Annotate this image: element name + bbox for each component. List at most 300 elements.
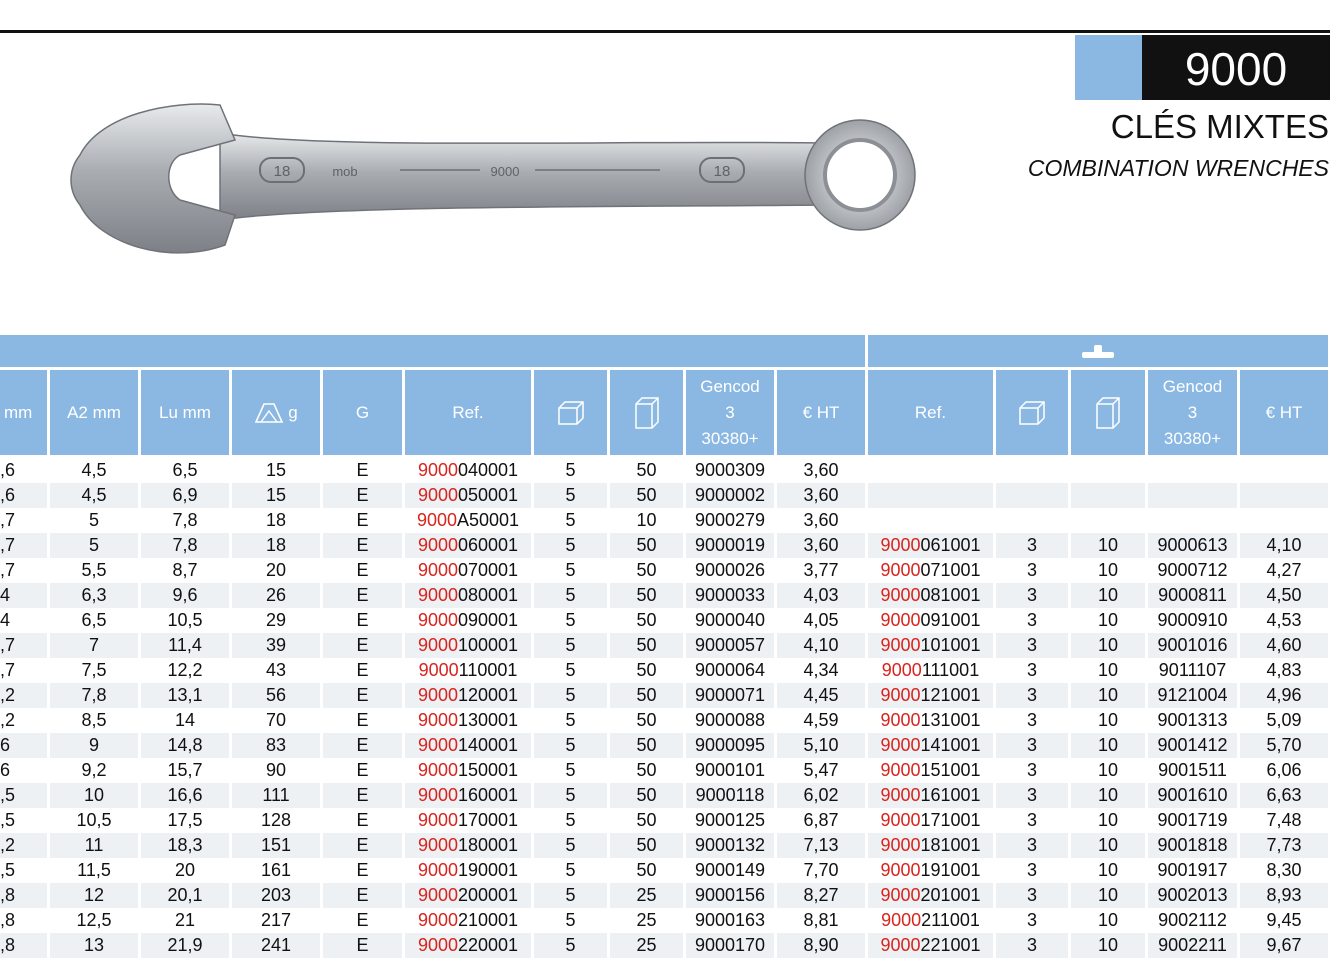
- ref-suffix: 090001: [457, 610, 519, 630]
- col-a2: 6,5: [50, 608, 138, 633]
- col-carton: 10: [610, 508, 683, 533]
- col-ref: [405, 608, 531, 633]
- col-box: 5: [534, 558, 607, 583]
- ref-series-prefix: 9000: [880, 935, 921, 955]
- col-ref: [405, 483, 531, 508]
- col-a1: ,2: [0, 833, 47, 858]
- col-grade: E: [323, 733, 402, 758]
- col-box: 5: [534, 733, 607, 758]
- table-row: [0, 483, 1328, 508]
- col-carton-pack: 10: [1071, 683, 1145, 708]
- col-carton-pack: 10: [1071, 633, 1145, 658]
- ref-series-prefix: 9000: [417, 635, 458, 655]
- col-price: 5,10: [777, 733, 865, 758]
- col-price: 4,05: [777, 608, 865, 633]
- col-lu: 18,3: [141, 833, 229, 858]
- ref-series-prefix: 9000: [880, 860, 921, 880]
- col-lu: 7,8: [141, 508, 229, 533]
- col-gencod: 9000026: [686, 558, 774, 583]
- weight-unit: g: [288, 402, 298, 422]
- col-gencod-pack: 9121004: [1148, 683, 1237, 708]
- col-ref: [405, 758, 531, 783]
- col-gencod: 9000309: [686, 458, 774, 483]
- col-grade: E: [323, 458, 402, 483]
- ref-suffix: 191001: [920, 860, 981, 880]
- col-box: 5: [534, 533, 607, 558]
- col-price-pack: [1240, 483, 1328, 508]
- col-grade: E: [323, 608, 402, 633]
- col-weight: 161: [232, 858, 320, 883]
- col-weight: 83: [232, 733, 320, 758]
- ref-suffix: 060001: [457, 535, 519, 555]
- col-lu: 12,2: [141, 658, 229, 683]
- ref-series-prefix: 9000: [417, 535, 458, 555]
- col-gencod-pack: 9001313: [1148, 708, 1237, 733]
- col-gencod: 9000002: [686, 483, 774, 508]
- col-lu: 6,5: [141, 458, 229, 483]
- table-row: [0, 758, 1328, 783]
- col-carton: 50: [610, 833, 683, 858]
- col-ref-pack: [868, 658, 993, 683]
- ref-suffix: 150001: [457, 760, 519, 780]
- col-a2: 11,5: [50, 858, 138, 883]
- gencod-line3: 30380+: [701, 428, 759, 448]
- col-lu: 7,8: [141, 533, 229, 558]
- col-a1: 6: [0, 733, 47, 758]
- ref-suffix: 080001: [457, 585, 519, 605]
- table-band-left: [0, 335, 865, 367]
- col-ref: [405, 933, 531, 958]
- ref-series-prefix: 9000: [417, 710, 458, 730]
- col-carton: 50: [610, 683, 683, 708]
- col-header-gencod-pack: [1148, 370, 1237, 455]
- col-gencod-pack: 9002013: [1148, 883, 1237, 908]
- col-header-lu: Lu mm: [141, 370, 229, 455]
- col-lu: 21: [141, 908, 229, 933]
- col-price: 4,45: [777, 683, 865, 708]
- col-weight: 18: [232, 508, 320, 533]
- col-carton: 50: [610, 558, 683, 583]
- col-ref-pack: [868, 908, 993, 933]
- ref-series-prefix: 9000: [418, 660, 459, 680]
- col-box-pack: 3: [996, 708, 1068, 733]
- col-box-pack: 3: [996, 833, 1068, 858]
- col-a1: ,5: [0, 858, 47, 883]
- col-ref: [405, 833, 531, 858]
- col-box: 5: [534, 808, 607, 833]
- table-row: [0, 608, 1328, 633]
- col-a1: ,7: [0, 658, 47, 683]
- col-a1: ,5: [0, 783, 47, 808]
- tall-box-icon: [634, 396, 660, 430]
- product-title-fr: CLÉS MIXTES: [1110, 108, 1329, 145]
- col-carton-pack: 10: [1071, 658, 1145, 683]
- ref-suffix: 081001: [920, 585, 981, 605]
- col-weight: 70: [232, 708, 320, 733]
- ref-suffix: 201001: [920, 885, 981, 905]
- col-box-pack: 3: [996, 683, 1068, 708]
- table-row: [0, 783, 1328, 808]
- col-price: 3,60: [777, 533, 865, 558]
- col-carton-pack: 10: [1071, 858, 1145, 883]
- col-gencod-pack: 9001917: [1148, 858, 1237, 883]
- ref-suffix: 190001: [457, 860, 519, 880]
- col-a1: ,7: [0, 533, 47, 558]
- col-box-pack: [996, 508, 1068, 533]
- col-carton: 50: [610, 858, 683, 883]
- col-price-pack: 5,70: [1240, 733, 1328, 758]
- col-price: 3,60: [777, 458, 865, 483]
- col-gencod-pack: 9001412: [1148, 733, 1237, 758]
- ref-suffix: 161001: [920, 785, 981, 805]
- col-header-weight: [232, 370, 320, 455]
- col-box: 5: [534, 883, 607, 908]
- col-price-pack: [1240, 508, 1328, 533]
- col-ref: [405, 583, 531, 608]
- col-lu: 11,4: [141, 633, 229, 658]
- ref-series-prefix: 9000: [417, 835, 458, 855]
- col-gencod: 9000156: [686, 883, 774, 908]
- ref-series-prefix: 9000: [417, 735, 458, 755]
- col-carton: 50: [610, 708, 683, 733]
- ref-suffix: 071001: [920, 560, 981, 580]
- table-row: [0, 883, 1328, 908]
- col-box-pack: 3: [996, 608, 1068, 633]
- col-box: 5: [534, 758, 607, 783]
- col-a1: ,5: [0, 808, 47, 833]
- col-lu: 8,7: [141, 558, 229, 583]
- col-price-pack: 8,30: [1240, 858, 1328, 883]
- col-lu: 6,9: [141, 483, 229, 508]
- ref-suffix: 151001: [920, 760, 981, 780]
- gencod-line2: 3: [725, 402, 735, 422]
- col-ref-pack: [868, 558, 993, 583]
- col-weight: 15: [232, 483, 320, 508]
- col-price: 3,60: [777, 508, 865, 533]
- col-weight: 203: [232, 883, 320, 908]
- col-gencod: 9000033: [686, 583, 774, 608]
- col-carton-pack: 10: [1071, 933, 1145, 958]
- col-ref-pack: [868, 733, 993, 758]
- col-gencod: 9000057: [686, 633, 774, 658]
- ref-suffix: 091001: [920, 610, 981, 630]
- col-box: 5: [534, 783, 607, 808]
- col-grade: E: [323, 633, 402, 658]
- col-header-gencod: [686, 370, 774, 455]
- col-ref: [405, 858, 531, 883]
- small-box-icon: [557, 400, 585, 426]
- ref-series-prefix: 9000: [417, 760, 458, 780]
- blister-pack-icon: [1082, 343, 1114, 359]
- col-header-box: [534, 370, 607, 455]
- col-weight: 56: [232, 683, 320, 708]
- col-box-pack: 3: [996, 933, 1068, 958]
- col-ref-pack: [868, 508, 993, 533]
- col-weight: 26: [232, 583, 320, 608]
- col-a2: 4,5: [50, 458, 138, 483]
- col-ref-pack: [868, 833, 993, 858]
- col-lu: 10,5: [141, 608, 229, 633]
- col-box-pack: 3: [996, 658, 1068, 683]
- col-a2: 10,5: [50, 808, 138, 833]
- col-carton-pack: 10: [1071, 808, 1145, 833]
- col-weight: 128: [232, 808, 320, 833]
- ref-suffix: 220001: [457, 935, 519, 955]
- col-box-pack: 3: [996, 858, 1068, 883]
- table-row: [0, 708, 1328, 733]
- col-ref: [405, 783, 531, 808]
- col-header-price-pack: € HT: [1240, 370, 1328, 455]
- col-grade: E: [323, 558, 402, 583]
- ref-suffix: 120001: [457, 685, 519, 705]
- col-grade: E: [323, 783, 402, 808]
- col-box-pack: 3: [996, 883, 1068, 908]
- col-box-pack: 3: [996, 558, 1068, 583]
- col-ref-pack: [868, 683, 993, 708]
- col-carton-pack: 10: [1071, 708, 1145, 733]
- ref-series-prefix: 9000: [880, 810, 921, 830]
- col-price-pack: 4,53: [1240, 608, 1328, 633]
- col-carton: 50: [610, 783, 683, 808]
- col-price: 8,81: [777, 908, 865, 933]
- col-carton-pack: 10: [1071, 908, 1145, 933]
- ref-suffix: 061001: [920, 535, 981, 555]
- col-price-pack: 6,06: [1240, 758, 1328, 783]
- ref-suffix: 180001: [457, 835, 519, 855]
- ref-series-prefix: 9000: [417, 460, 458, 480]
- col-price: 5,47: [777, 758, 865, 783]
- col-box-pack: 3: [996, 908, 1068, 933]
- ref-series-prefix: 9000: [881, 660, 922, 680]
- col-weight: 90: [232, 758, 320, 783]
- col-a1: 6: [0, 758, 47, 783]
- col-weight: 111: [232, 783, 320, 808]
- col-gencod: 9000071: [686, 683, 774, 708]
- col-gencod: 9000170: [686, 933, 774, 958]
- col-price-pack: 4,83: [1240, 658, 1328, 683]
- col-ref-pack: [868, 783, 993, 808]
- col-ref-pack: [868, 533, 993, 558]
- col-carton: 50: [610, 733, 683, 758]
- col-ref-pack: [868, 633, 993, 658]
- col-a1: ,6: [0, 458, 47, 483]
- col-weight: 241: [232, 933, 320, 958]
- ref-series-prefix: 9000: [416, 510, 457, 530]
- col-carton-pack: [1071, 483, 1145, 508]
- col-lu: 14,8: [141, 733, 229, 758]
- col-carton-pack: 10: [1071, 783, 1145, 808]
- col-a1: ,8: [0, 933, 47, 958]
- col-gencod-pack: 9001016: [1148, 633, 1237, 658]
- col-box: 5: [534, 833, 607, 858]
- col-carton: 25: [610, 933, 683, 958]
- ref-series-prefix: 9000: [880, 785, 921, 805]
- col-carton-pack: [1071, 508, 1145, 533]
- col-box-pack: 3: [996, 783, 1068, 808]
- ref-suffix: 171001: [920, 810, 981, 830]
- col-ref-pack: [868, 883, 993, 908]
- col-box-pack: 3: [996, 733, 1068, 758]
- col-gencod-pack: 9000910: [1148, 608, 1237, 633]
- ref-series-prefix: 9000: [417, 685, 458, 705]
- col-carton: 50: [610, 583, 683, 608]
- col-box: 5: [534, 608, 607, 633]
- ref-series-prefix: 9000: [417, 785, 458, 805]
- col-grade: E: [323, 808, 402, 833]
- col-box-pack: 3: [996, 758, 1068, 783]
- ref-suffix: 111001: [921, 660, 980, 680]
- col-a2: 12: [50, 883, 138, 908]
- col-carton-pack: 10: [1071, 558, 1145, 583]
- col-box: 5: [534, 683, 607, 708]
- table-row: [0, 583, 1328, 608]
- col-ref: [405, 883, 531, 908]
- col-carton-pack: 10: [1071, 833, 1145, 858]
- col-lu: 20,1: [141, 883, 229, 908]
- col-box-pack: [996, 458, 1068, 483]
- ref-suffix: 040001: [457, 460, 519, 480]
- ref-series-prefix: 9000: [417, 810, 458, 830]
- col-header-ref: Ref.: [405, 370, 531, 455]
- col-price-pack: 6,63: [1240, 783, 1328, 808]
- col-box: 5: [534, 583, 607, 608]
- col-carton: 50: [610, 808, 683, 833]
- ref-series-prefix: 9000: [417, 860, 458, 880]
- col-box: 5: [534, 483, 607, 508]
- col-price: 6,02: [777, 783, 865, 808]
- table-row: [0, 533, 1328, 558]
- col-gencod-pack: 9011107: [1148, 658, 1237, 683]
- col-grade: E: [323, 833, 402, 858]
- col-grade: E: [323, 483, 402, 508]
- col-header-ref-pack: Ref.: [868, 370, 993, 455]
- col-carton: 50: [610, 483, 683, 508]
- col-price-pack: 4,96: [1240, 683, 1328, 708]
- col-ref: [405, 808, 531, 833]
- col-carton: 25: [610, 908, 683, 933]
- col-grade: E: [323, 933, 402, 958]
- col-ref-pack: [868, 458, 993, 483]
- ref-series-prefix: 9000: [880, 835, 921, 855]
- col-price: 8,27: [777, 883, 865, 908]
- col-gencod-pack: 9001610: [1148, 783, 1237, 808]
- col-ref-pack: [868, 858, 993, 883]
- col-ref: [405, 508, 531, 533]
- col-gencod-pack: 9001818: [1148, 833, 1237, 858]
- col-a2: 11: [50, 833, 138, 858]
- table-row: [0, 633, 1328, 658]
- col-price-pack: 5,09: [1240, 708, 1328, 733]
- gencod-pack-line1: Gencod: [1162, 376, 1223, 396]
- col-a2: 12,5: [50, 908, 138, 933]
- col-price: 3,77: [777, 558, 865, 583]
- col-ref: [405, 908, 531, 933]
- col-box-pack: [996, 483, 1068, 508]
- col-weight: 39: [232, 633, 320, 658]
- col-carton: 50: [610, 758, 683, 783]
- ref-series-prefix: 9000: [880, 635, 921, 655]
- col-weight: 43: [232, 658, 320, 683]
- ref-series-prefix: 9000: [880, 535, 921, 555]
- col-price: 4,10: [777, 633, 865, 658]
- col-ref-pack: [868, 808, 993, 833]
- ref-suffix: 130001: [457, 710, 519, 730]
- col-header-box-pack: [996, 370, 1068, 455]
- col-ref: [405, 533, 531, 558]
- table-row: [0, 908, 1328, 933]
- gencod-line1: Gencod: [700, 376, 760, 396]
- col-gencod-pack: 9000811: [1148, 583, 1237, 608]
- col-lu: 17,5: [141, 808, 229, 833]
- col-gencod-pack: 9001719: [1148, 808, 1237, 833]
- col-price: 7,70: [777, 858, 865, 883]
- col-gencod: 9000019: [686, 533, 774, 558]
- col-price-pack: 9,45: [1240, 908, 1328, 933]
- col-box-pack: 3: [996, 533, 1068, 558]
- table-row: [0, 858, 1328, 883]
- col-ref: [405, 733, 531, 758]
- col-a1: ,8: [0, 883, 47, 908]
- col-price: 4,03: [777, 583, 865, 608]
- col-box: 5: [534, 908, 607, 933]
- ref-suffix: 211001: [921, 910, 980, 930]
- ref-series-prefix: 9000: [880, 560, 921, 580]
- table-row: [0, 933, 1328, 958]
- col-price: 4,34: [777, 658, 865, 683]
- table-row: [0, 558, 1328, 583]
- col-lu: 15,7: [141, 758, 229, 783]
- col-gencod: 9000125: [686, 808, 774, 833]
- col-header-carton-pack: [1071, 370, 1145, 455]
- col-ref: [405, 708, 531, 733]
- col-ref: [405, 658, 531, 683]
- col-a1: ,7: [0, 508, 47, 533]
- ref-suffix: 070001: [457, 560, 519, 580]
- ref-series-prefix: 9000: [417, 910, 458, 930]
- col-a2: 10: [50, 783, 138, 808]
- col-box: 5: [534, 858, 607, 883]
- series-badge-accent: [1075, 35, 1142, 100]
- col-carton: 25: [610, 883, 683, 908]
- col-box: 5: [534, 933, 607, 958]
- col-price: 8,90: [777, 933, 865, 958]
- col-gencod: 9000088: [686, 708, 774, 733]
- col-carton: 50: [610, 458, 683, 483]
- ref-suffix: 131001: [920, 710, 981, 730]
- col-box: 5: [534, 508, 607, 533]
- col-price-pack: 4,60: [1240, 633, 1328, 658]
- series-badge: 9000: [1142, 35, 1330, 100]
- col-gencod-pack: 9002211: [1148, 933, 1237, 958]
- combination-wrench-image: [60, 95, 930, 270]
- col-box: 5: [534, 658, 607, 683]
- ref-series-prefix: 9000: [880, 610, 921, 630]
- table-row: [0, 683, 1328, 708]
- col-a1: 4: [0, 608, 47, 633]
- col-grade: E: [323, 883, 402, 908]
- col-a2: 7,5: [50, 658, 138, 683]
- col-ref-pack: [868, 483, 993, 508]
- gencod-pack-line3: 30380+: [1163, 428, 1222, 448]
- ref-series-prefix: 9000: [880, 685, 921, 705]
- col-gencod: 9000101: [686, 758, 774, 783]
- col-gencod-pack: 9002112: [1148, 908, 1237, 933]
- col-lu: 16,6: [141, 783, 229, 808]
- ref-suffix: 181001: [920, 835, 981, 855]
- ref-series-prefix: 9000: [880, 735, 921, 755]
- col-box-pack: 3: [996, 583, 1068, 608]
- col-carton-pack: 10: [1071, 533, 1145, 558]
